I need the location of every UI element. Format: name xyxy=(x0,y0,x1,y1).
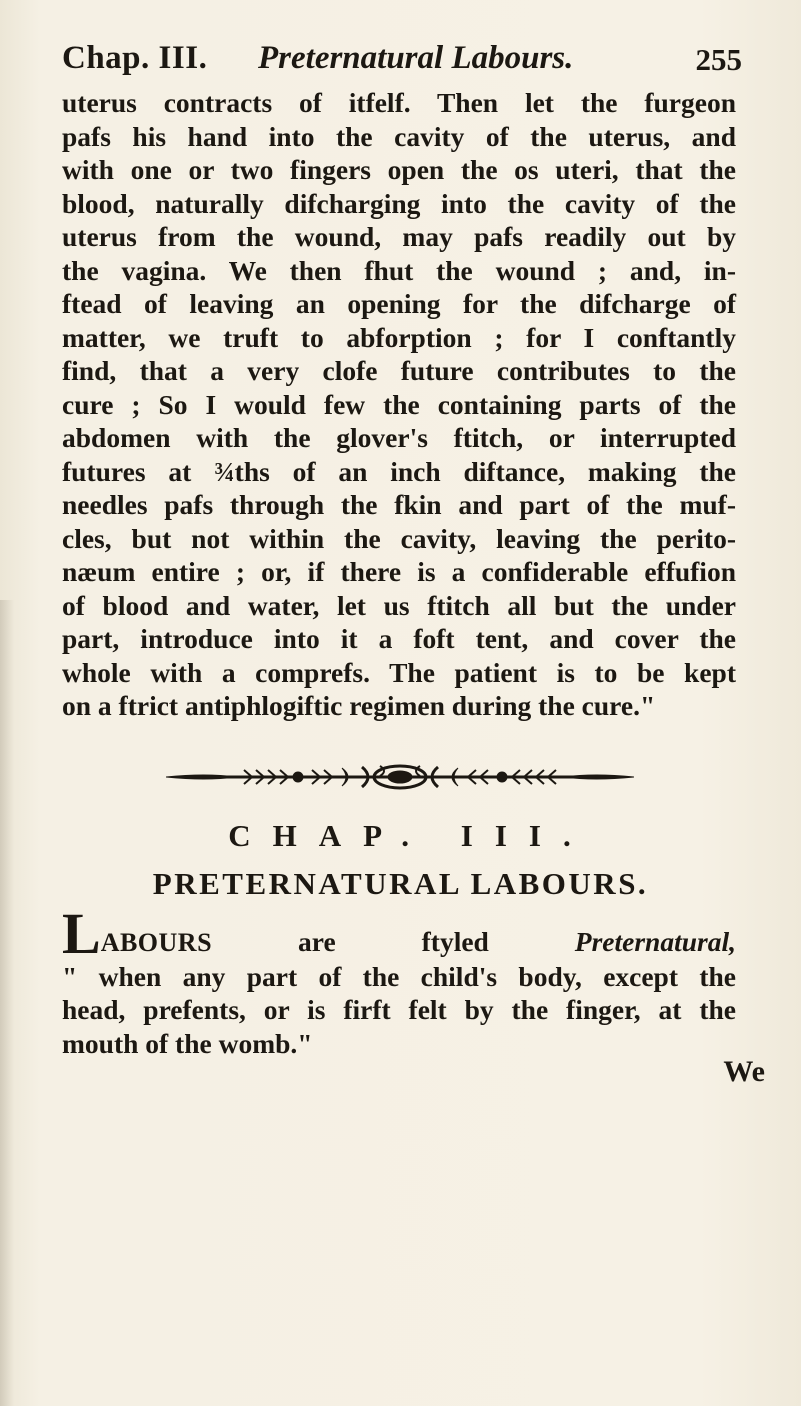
text-line: find, that a very clofe future contributes to the xyxy=(62,355,736,386)
italic-term: Preternatural, xyxy=(574,926,736,957)
chapter-label: CHAP. III. xyxy=(228,818,593,853)
smallcaps-word: ABOURS xyxy=(100,928,213,957)
text-line: uterus contracts of itfelf. Then let the furgeon xyxy=(62,87,736,118)
text-line: pafs his hand into the cavity of the uterus, and xyxy=(62,120,736,152)
text-line: uterus from the wound, may pafs readily out by xyxy=(62,221,736,252)
page-edge-shadow xyxy=(0,600,14,1406)
text-line: futures at ¾ths of an inch diftance, making the xyxy=(62,455,736,487)
chapter-title: PRETERNATURAL LABOURS. xyxy=(152,866,649,901)
text-line: head, prefents, or is firft felt by the finger, at the xyxy=(62,994,736,1025)
running-head-chapter: Chap. III. xyxy=(62,40,208,76)
paragraph-1 xyxy=(62,86,736,723)
page-number: 255 xyxy=(695,42,742,77)
paragraph-2 xyxy=(62,901,736,1060)
text-line: on a ftrict antiphlogiftic regimen during the cure." xyxy=(62,690,656,721)
running-head xyxy=(62,40,742,90)
text-line: whole with a comprefs. The patient is to be kept xyxy=(62,656,736,688)
text-line: the vagina. We then fhut the wound ; and, in- xyxy=(62,254,736,286)
text-run: are ftyled xyxy=(212,926,575,957)
text-line: of blood and water, let us ftitch all but the under xyxy=(62,589,736,621)
running-head-title: Preternatural Labours. xyxy=(258,40,574,76)
catchword: We xyxy=(723,1055,765,1088)
text-line xyxy=(62,901,736,966)
text-line: cure ; So I would few the containing parts of the xyxy=(62,388,736,420)
text-line: with one or two fingers open the os uteri, that the xyxy=(62,154,736,185)
text-line: abdomen with the glover's ftitch, or interrupted xyxy=(62,422,736,453)
text-line: ftead of leaving an opening for the difcharge of xyxy=(62,288,736,319)
text-line: matter, we truft to abforption ; for I conftantly xyxy=(62,321,736,353)
text-line: cles, but not within the cavity, leaving the perito- xyxy=(62,522,736,554)
decorative-rule-ornament-icon xyxy=(166,764,634,790)
drop-cap: L xyxy=(62,901,101,966)
text-line: næum entire ; or, if there is a confiderable effufion xyxy=(62,556,736,587)
text-line: mouth of the womb." xyxy=(62,1027,313,1059)
text-line: " when any part of the child's body, except the xyxy=(62,960,736,992)
text-line: needles pafs through the fkin and part of the muf- xyxy=(62,489,736,520)
text-line: blood, naturally difcharging into the cavity of the xyxy=(62,187,736,219)
text-line: part, introduce into it a foft tent, and cover the xyxy=(62,623,736,654)
